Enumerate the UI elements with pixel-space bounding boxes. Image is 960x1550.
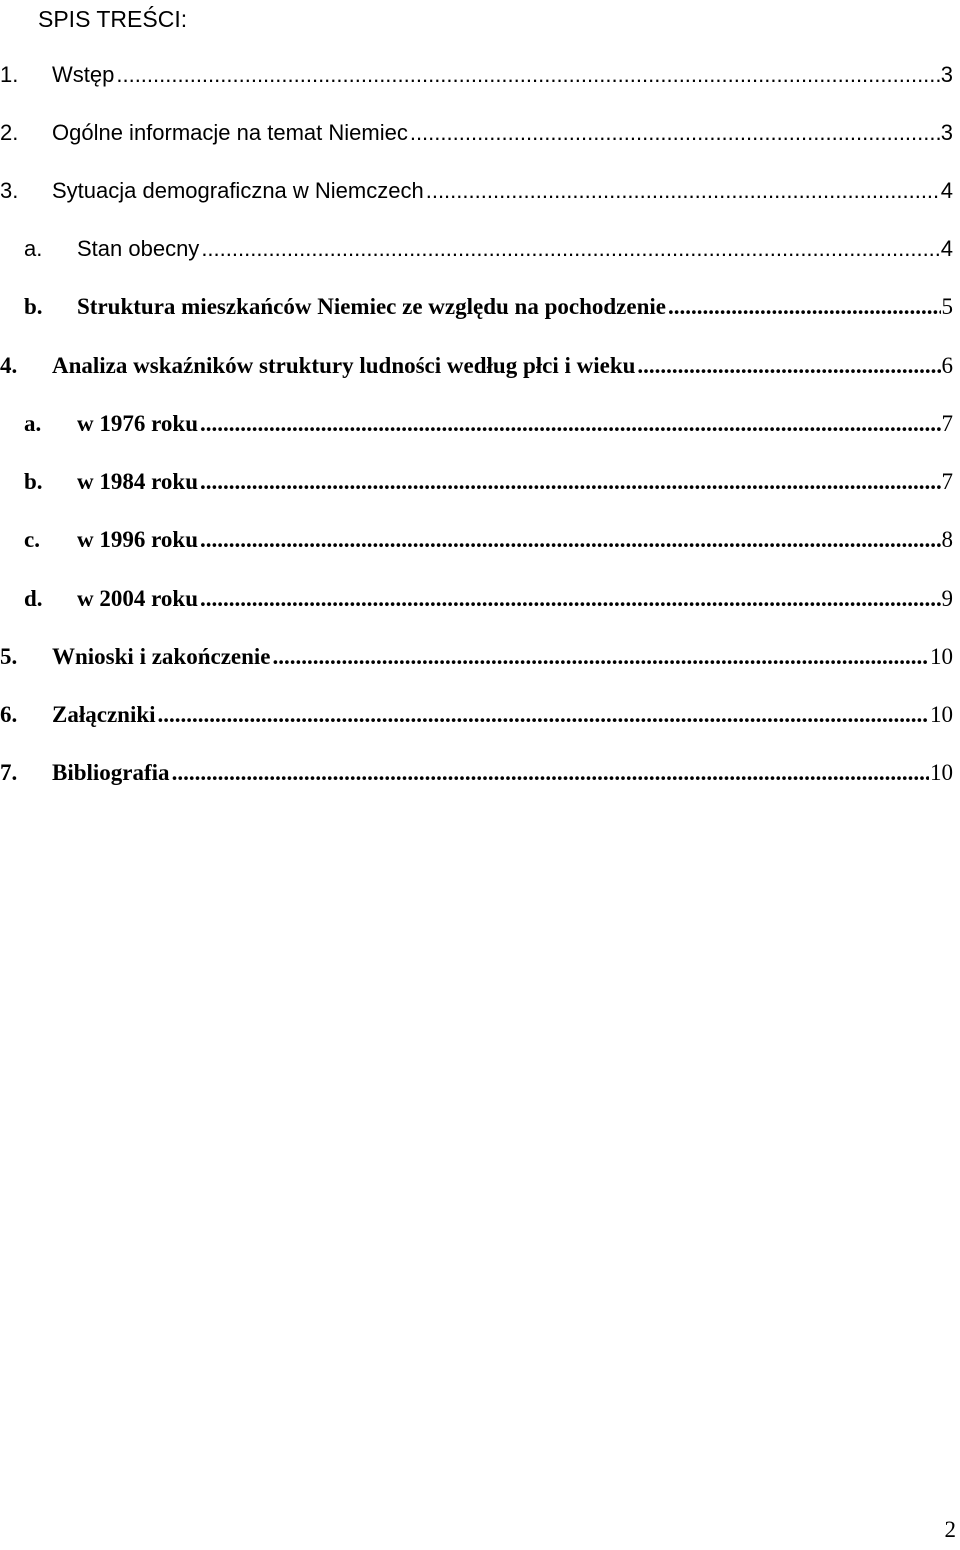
toc-entry-page: 10 (930, 644, 953, 669)
toc-entry-page: 4 (940, 236, 953, 261)
toc-entry-page: 6 (941, 353, 953, 378)
toc-dot-leader (158, 700, 929, 730)
toc-entry-number: a. (24, 236, 43, 261)
toc-dot-leader (637, 351, 940, 381)
toc-entry-label: w 1996 roku (77, 527, 198, 552)
toc-entry-number: d. (24, 586, 43, 611)
toc-entry-number: 7. (0, 760, 18, 785)
toc-entry-4c (24, 525, 953, 555)
toc-entry-label: Wnioski i zakończenie (52, 644, 271, 669)
toc-entry-label: w 1976 roku (77, 411, 198, 436)
toc-entry-3b (24, 292, 953, 322)
toc-entry-label: Załączniki (52, 702, 156, 727)
toc-dot-leader (172, 758, 929, 788)
toc-entry-label: Wstęp (52, 62, 115, 87)
toc-entry-page: 3 (940, 62, 953, 87)
toc-entry-label: Struktura mieszkańców Niemiec ze względu na pochodzenie (77, 294, 666, 319)
toc-entry-page: 10 (930, 702, 953, 727)
toc-entry-label: Bibliografia (52, 760, 170, 785)
toc-dot-leader (200, 584, 941, 614)
toc-dot-leader (200, 525, 941, 555)
toc-entry-page: 7 (941, 411, 953, 436)
toc-entry-7 (0, 758, 953, 788)
toc-entry-page: 8 (941, 527, 953, 552)
toc-entry-page: 3 (940, 120, 953, 145)
page-title: SPIS TREŚCI: (38, 6, 188, 32)
toc-entry-number: c. (24, 527, 40, 552)
toc-entry-label: w 2004 roku (77, 586, 198, 611)
toc-entry-2 (0, 118, 953, 148)
toc-entry-number: a. (24, 411, 42, 436)
toc-entry-page: 7 (941, 469, 953, 494)
toc-entry-page: 9 (941, 586, 953, 611)
toc-entry-page: 5 (941, 294, 953, 319)
toc-entry-label: Stan obecny (77, 236, 200, 261)
toc-dot-leader (200, 409, 941, 439)
toc-entry-1 (0, 60, 953, 90)
toc-entry-label: Analiza wskaźników struktury ludności według płci i wieku (52, 353, 636, 378)
toc-entry-4a (24, 409, 953, 439)
toc-dot-leader (201, 234, 939, 264)
toc-entry-6 (0, 700, 953, 730)
toc-dot-leader (200, 467, 941, 497)
toc-dot-leader (426, 176, 940, 206)
toc-entry-page: 4 (940, 178, 953, 203)
toc-entry-number: 1. (0, 62, 19, 87)
toc-entry-number: 6. (0, 702, 18, 727)
toc-entry-page: 10 (930, 760, 953, 785)
toc-dot-leader (116, 60, 939, 90)
page-number: 2 (944, 1517, 956, 1542)
toc-dot-leader (668, 292, 941, 322)
toc-dot-leader (273, 642, 929, 672)
toc-entry-label: Sytuacja demograficzna w Niemczech (52, 178, 424, 203)
toc-entry-label: Ogólne informacje na temat Niemiec (52, 120, 408, 145)
toc-entry-number: b. (24, 294, 43, 319)
toc-entry-5 (0, 642, 953, 672)
toc-entry-number: 2. (0, 120, 19, 145)
toc-entry-number: b. (24, 469, 43, 494)
toc-entry-4 (0, 351, 953, 381)
toc-entry-number: 3. (0, 178, 19, 203)
toc-entry-4b (24, 467, 953, 497)
toc-entry-number: 5. (0, 644, 18, 669)
toc-entry-4d (24, 584, 953, 614)
toc-entry-label: w 1984 roku (77, 469, 198, 494)
toc-entry-3 (0, 176, 953, 206)
toc-entry-3a (24, 234, 953, 264)
toc-dot-leader (410, 118, 940, 148)
toc-entry-number: 4. (0, 353, 18, 378)
